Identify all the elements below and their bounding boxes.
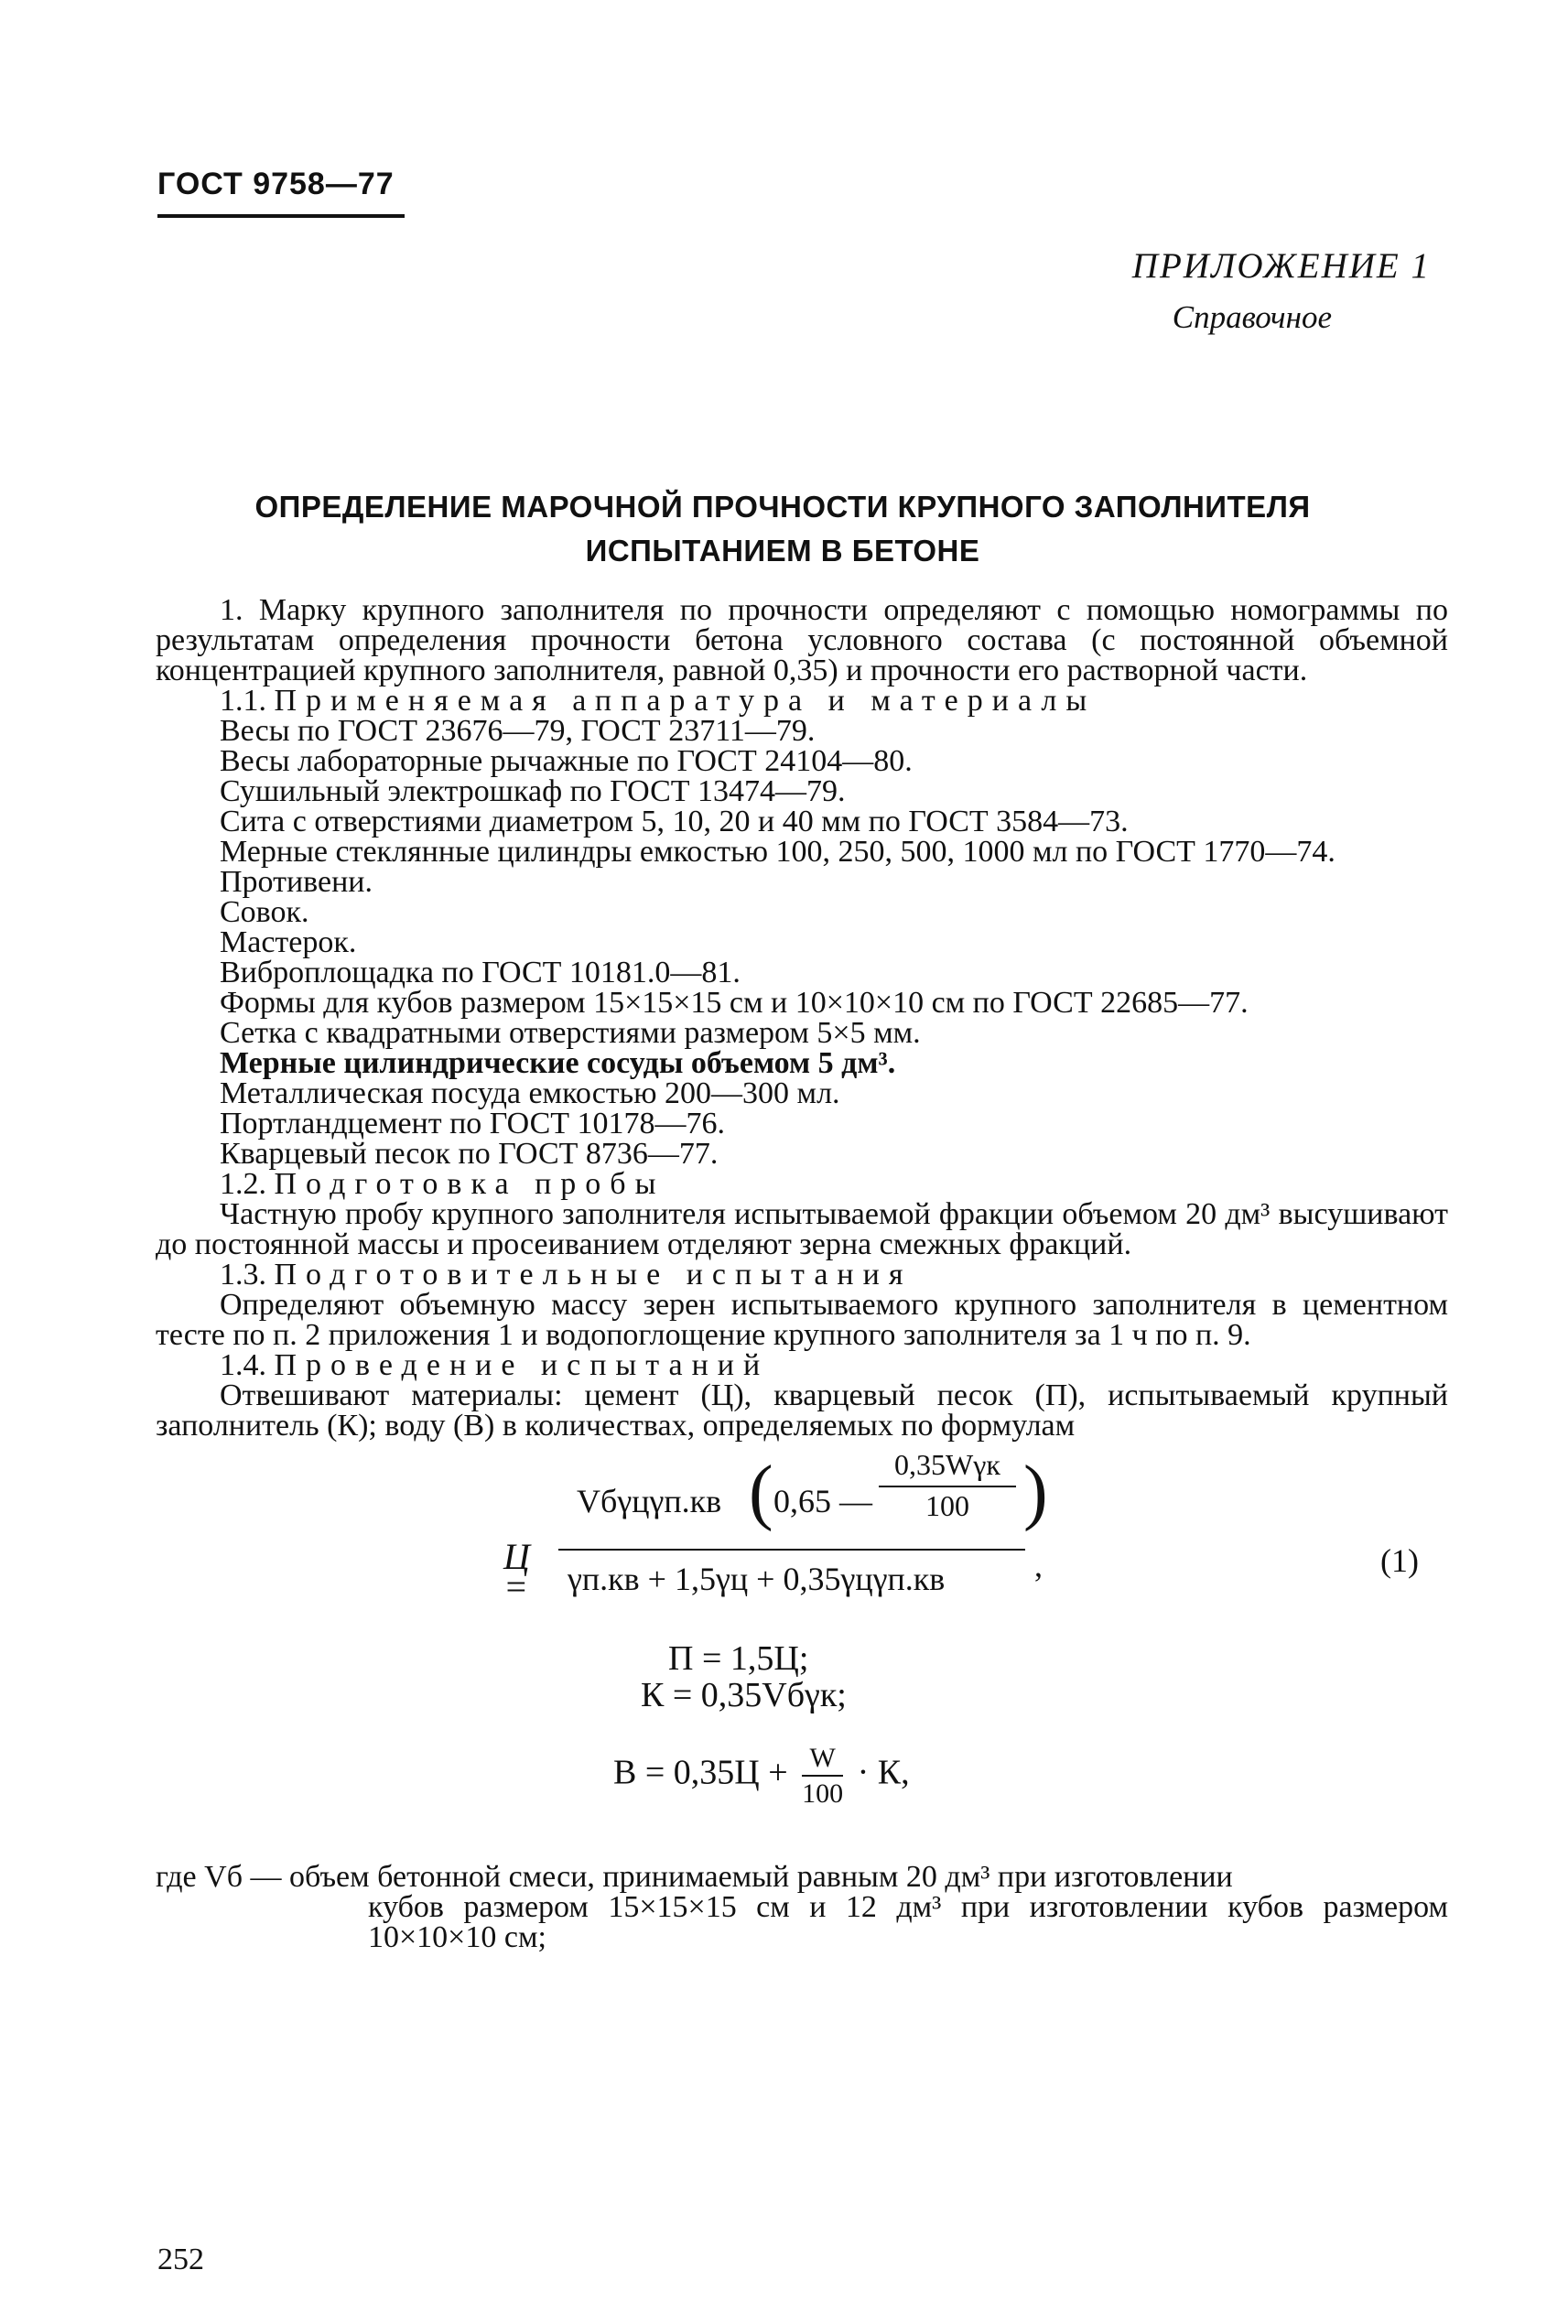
equipment-item: Сушильный электрошкаф по ГОСТ 13474—79.	[220, 774, 846, 808]
equipment-item: Металлическая посуда емкостью 200—300 мл.	[220, 1076, 840, 1110]
section-title: Проведение испытаний	[274, 1348, 770, 1382]
equipment-item: Мастерок.	[220, 925, 357, 959]
formula-denominator: γп.кв + 1,5γц + 0,35γцγп.кв	[568, 1561, 946, 1597]
page-title	[137, 485, 1428, 573]
equipment-item: Совок.	[220, 895, 309, 929]
appendix-type: Справочное	[1172, 299, 1332, 335]
formula-block	[156, 1441, 1448, 1825]
section-title: Применяемая аппаратура и материалы	[274, 684, 1097, 718]
section-1-4-heading	[156, 1350, 1448, 1380]
title-line-2: ИСПЫТАНИЕМ В БЕТОНЕ	[585, 534, 980, 567]
fraction-bar	[802, 1775, 843, 1777]
paren-left: (	[749, 1452, 773, 1532]
formula-water	[613, 1743, 910, 1809]
formula-inner-top: 0,35Wγк	[894, 1448, 1000, 1481]
where-line-1	[156, 1862, 1448, 1892]
fraction-bar	[879, 1486, 1016, 1487]
appendix-block	[1132, 245, 1431, 336]
section-title: Подготовительные испытания	[274, 1258, 913, 1292]
title-line-1: ОПРЕДЕЛЕНИЕ МАРОЧНОЙ ПРОЧНОСТИ КРУПНОГО ЗАПОЛНИТЕЛЯ	[254, 490, 1311, 524]
fraction-bar	[558, 1549, 1025, 1551]
section-1-1-heading	[156, 686, 1448, 716]
equipment-item: Весы по ГОСТ 23676—79, ГОСТ 23711—79.	[220, 714, 816, 748]
where-line-2: кубов размером 15×15×15 см и 12 дм³ при изготовлении кубов размером 10×10×10 см;	[368, 1890, 1448, 1954]
formula-water-left: В = 0,35Ц +	[613, 1753, 788, 1792]
formula-sand: П = 1,5Ц;	[668, 1639, 809, 1678]
formula-water-top: W	[809, 1743, 836, 1773]
section-number: 1.3.	[220, 1258, 266, 1292]
section-1-3-text: Определяют объемную массу зерен испытываемого крупного заполнителя в цементном тесте по п. 2 приложения 1 и водопоглощение крупного заполнителя за 1 ч по п. 9.	[156, 1288, 1448, 1352]
equipment-item: Кварцевый песок по ГОСТ 8736—77.	[220, 1137, 719, 1171]
formula-comma: ,	[1034, 1547, 1043, 1584]
page-number: 252	[157, 2243, 204, 2276]
formula-water-fraction	[802, 1743, 843, 1809]
formula-numerator	[577, 1448, 1048, 1532]
section-1-4-text: Отвешивают материалы: цемент (Ц), кварцевый песок (П), испытываемый крупный заполнитель (К); воду (В) в количествах, определяемых по формулам	[156, 1378, 1448, 1443]
section-number: 1.4.	[220, 1348, 266, 1382]
equipment-item: Портландцемент по ГОСТ 10178—76.	[220, 1107, 726, 1140]
formula-number: (1)	[1380, 1542, 1419, 1579]
equipment-item: Сита с отверстиями диаметром 5, 10, 20 и 40 мм по ГОСТ 3584—73.	[220, 805, 1129, 838]
section-1-2-heading	[156, 1169, 1448, 1199]
formula-water-bottom: 100	[802, 1778, 844, 1809]
document-code: ГОСТ 9758—77	[157, 167, 395, 201]
equipment-item: Мерные цилиндрические сосуды объемом 5 дм³.	[220, 1046, 896, 1080]
section-1-3-heading	[156, 1259, 1448, 1290]
where-clause	[156, 1862, 1448, 1952]
section-number: 1.1.	[220, 684, 266, 718]
formula-lhs: Ц =	[503, 1536, 530, 1607]
section-1-2-text: Частную пробу крупного заполнителя испытываемой фракции объемом 20 дм³ высушивают до постоянной массы и просеиванием отделяют зерна смежных фракций.	[156, 1197, 1448, 1261]
equipment-item: Противени.	[220, 865, 373, 899]
formula-water-right: · К,	[857, 1753, 910, 1792]
formula-num-left: Vбγцγп.кв	[577, 1483, 722, 1519]
where-text-1: объем бетонной смеси, принимаемый равным 20 дм³ при изготовлении	[289, 1860, 1233, 1894]
document-body	[156, 595, 1448, 1952]
formula-num-a: 0,65 —	[773, 1483, 872, 1519]
equipment-item: Сетка с квадратными отверстиями размером 5×5 мм.	[220, 1016, 921, 1050]
equipment-item: Весы лабораторные рычажные по ГОСТ 24104—80.	[220, 744, 913, 778]
paragraph-1: 1. Марку крупного заполнителя по прочности определяют с помощью номограммы по результатам определения прочности бетона условного состава (с постоянной объемной концентрацией крупного заполнителя, равной 0,35) и прочности его растворной части.	[156, 593, 1448, 687]
equipment-item-molds: Формы для кубов размером 15×15×15 см и 10×10×10 см по ГОСТ 22685—77.	[220, 986, 1249, 1020]
formula-inner-bottom: 100	[925, 1489, 969, 1522]
section-number: 1.2.	[220, 1167, 266, 1201]
where-lead: где Vб —	[156, 1860, 282, 1894]
equipment-item-cylinders: Мерные стеклянные цилиндры емкостью 100, 250, 500, 1000 мл по ГОСТ 1770—74.	[220, 835, 1336, 869]
formula-aggregate: К = 0,35Vбγк;	[641, 1676, 847, 1714]
paren-right: )	[1023, 1452, 1048, 1532]
equipment-item: Виброплощадка по ГОСТ 10181.0—81.	[220, 956, 741, 989]
appendix-label: ПРИЛОЖЕНИЕ 1	[1131, 246, 1431, 286]
header-rule	[157, 214, 405, 218]
formula-inner-fraction	[879, 1450, 1016, 1521]
section-title: Подготовка пробы	[274, 1167, 665, 1201]
